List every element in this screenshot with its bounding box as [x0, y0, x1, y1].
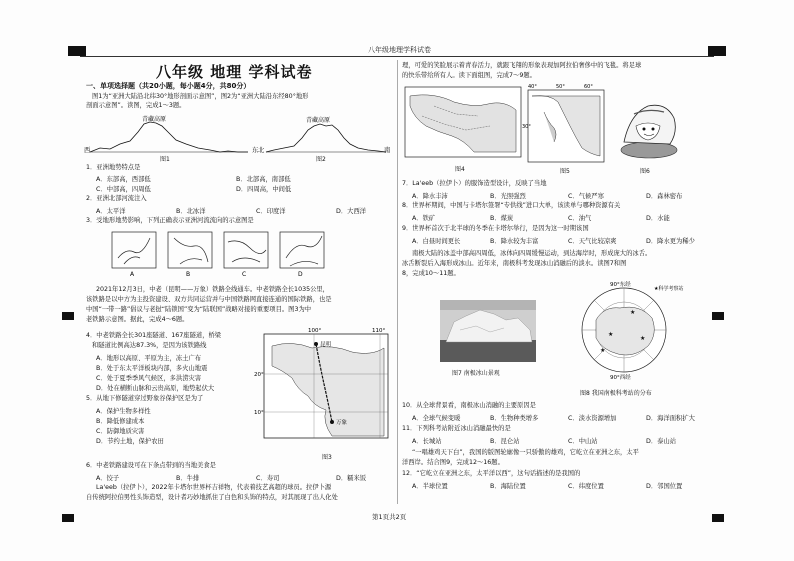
svg-text:★: ★ [600, 347, 606, 354]
fig8-caption: 图8 我国南极科考站的分布 [580, 390, 652, 397]
q11-option-b[interactable]: B．昆仑站 [490, 438, 520, 445]
passage-line: 2021年12月3日，中老（昆明——万象）铁路全线通车。中老铁路全长1035公里， [96, 286, 329, 293]
fig5-lat-30: 30° [522, 124, 531, 130]
question-1-stem: 1．亚洲地势特点是 [86, 164, 141, 171]
q1-option-d[interactable]: D．四周高，中间低 [236, 186, 292, 193]
q7-option-d[interactable]: D．森林密布 [646, 193, 683, 200]
question-4-stem: 和隧道比例高达87.3%，是因为该铁路线 [92, 342, 207, 349]
q5-option-d[interactable]: D．节约土地，保护农田 [96, 438, 164, 445]
q8-option-b[interactable]: B．煤炭 [490, 215, 514, 222]
registration-mark [68, 46, 86, 56]
q7-option-a[interactable]: A．降水丰沛 [412, 193, 448, 200]
question-11-stem: 11．下列科考站附近冰山消融最快的是 [402, 425, 511, 432]
q1-option-a[interactable]: A．东部高，西部低 [96, 176, 151, 183]
passage3-line: 8，完成10～11题。 [402, 270, 460, 277]
question-6-stem: 6．中老铁路建设可在下条点带到的当地美食是 [86, 462, 216, 469]
passage-line: 老铁路示意图。据此，完成4～6题。 [86, 316, 189, 323]
fig2-caption: 图2 [316, 156, 326, 163]
q12-option-a[interactable]: A．半球位置 [412, 483, 448, 490]
fig6-caption: 图6 [640, 168, 650, 175]
fig1-plateau-label: 青藏高原 [142, 116, 167, 123]
q2-option-a[interactable]: A．太平洋 [96, 208, 126, 215]
figure-8-polar-map [560, 280, 690, 380]
q11-option-a[interactable]: A．长城站 [412, 438, 442, 445]
q10-option-a[interactable]: A．全球气候变暖 [412, 415, 461, 422]
q3-label-d[interactable]: D [298, 271, 303, 278]
q10-option-d[interactable]: D．海洋面积扩大 [646, 415, 695, 422]
running-title: 八年级地理学科试卷 [368, 46, 431, 54]
fig5-lon-50: 50° [556, 84, 565, 90]
fig5-lon-40: 40° [528, 84, 537, 90]
q4-option-a[interactable]: A．地形以高原、平原为主，冻土广布 [96, 355, 202, 362]
q2-option-c[interactable]: C．印度洋 [256, 208, 286, 215]
passage4-line: “一唱雄鸡天下白”，我国的版图轮廓像一只骄傲的雄鸡，它屹立在亚洲之东，太平 [412, 449, 639, 456]
fig4-caption: 图4 [455, 166, 465, 173]
q9-option-a[interactable]: A．白昼时间更长 [412, 238, 461, 245]
question-7-stem: 7．La'eeb（拉伊卜）的服饰造型设计，反映了当地 [402, 180, 547, 187]
registration-mark [62, 514, 74, 522]
question-12-stem: 12．“它屹立在亚洲之东，太平洋以西”，这句话描述的是我国的 [402, 470, 581, 477]
svg-text:★: ★ [640, 335, 646, 342]
q6-option-a[interactable]: A．饺子 [96, 475, 120, 482]
q6-option-d[interactable]: D．糯米饭 [336, 475, 367, 482]
q12-option-d[interactable]: D．邻国位置 [646, 483, 683, 490]
section-heading: 一、单项选择题（共20小题，每小题4分，共80分） [86, 82, 251, 90]
q8-option-a[interactable]: A．铁矿 [412, 215, 436, 222]
exam-title: 八年级 地理 学科试卷 [156, 63, 313, 81]
column-divider [397, 60, 398, 504]
fig2-north-label: 北 [258, 147, 265, 154]
fig1-caption: 图1 [160, 156, 170, 163]
question-3-stem: 3．受地形地势影响，下列正确表示亚洲河流流向的示意图是 [86, 217, 254, 224]
passage3-line: 南极大陆的冰盖中部高四周低，冰体向四周缓慢运动，到达海岸时，形成庞大的冰舌。 [412, 250, 652, 257]
passage2-line: La'eeb（拉伊卜），2022年卡塔尔世界杯吉祥物，代表着技艺高超的球员。拉伊卜源 [96, 484, 332, 491]
header-rule [80, 56, 714, 57]
q2-option-b[interactable]: B．北冰洋 [176, 208, 206, 215]
figure-3-map [254, 326, 392, 448]
figure-7-iceberg-photo [440, 300, 536, 362]
fig5-caption: 图5 [560, 168, 570, 175]
passage-line: 中国“一带一路”倡议与老挝“陆锁国”变为“陆联国”战略对接的重要项目。图3为中 [86, 306, 312, 313]
fig3-lat-10: 10° [254, 410, 264, 416]
fig5-lon-60: 60° [584, 84, 593, 90]
q5-option-c[interactable]: C．防御地质灾害 [96, 428, 145, 435]
passage4-line: 洋西岸。结合图9，完成12～16题。 [402, 459, 504, 466]
fig3-lon-100: 100° [308, 328, 322, 334]
q5-option-a[interactable]: A．保护生物多样性 [96, 408, 151, 415]
question-4-stem: 4．中老铁路全长301座隧道、167座隧道，桥梁 [86, 332, 222, 339]
question-5-stem: 5．从地下修隧道穿过野象谷保护区是为了 [86, 395, 204, 402]
q10-option-b[interactable]: B．生物种类增多 [490, 415, 539, 422]
q2-option-d[interactable]: D．大西洋 [336, 208, 367, 215]
q3-label-b[interactable]: B [186, 271, 191, 278]
q11-option-c[interactable]: C．中山站 [568, 438, 598, 445]
registration-mark [62, 312, 74, 320]
q9-option-c[interactable]: C．天气比较凉爽 [568, 238, 617, 245]
fig1-west-label: 西 [84, 147, 91, 154]
q4-option-c[interactable]: C．处于夏季季风气候区，多洪涝灾害 [96, 375, 202, 382]
intro-line: 图1为“亚洲大陆沿北纬30°地形剖面示意图”，图2为“亚洲大陆沿东经80°地形 [92, 93, 309, 100]
fig3-place-vientiane: 万象 [336, 420, 348, 426]
page-footer: 第1页共2页 [372, 513, 407, 521]
q6-option-b[interactable]: B．牛排 [176, 475, 200, 482]
right-intro-line: 的快乐带给所有人。读下面组图，完成7～9题。 [402, 72, 536, 79]
q9-option-b[interactable]: B．降水较为丰富 [490, 238, 539, 245]
registration-mark [708, 46, 726, 56]
question-10-stem: 10．从全球背景看，南极冰山消融的主要原因是 [402, 402, 536, 409]
figure-2-profile [262, 114, 392, 160]
q1-option-c[interactable]: C．中部高，四周低 [96, 186, 151, 193]
fig3-lat-20: 20° [254, 372, 264, 378]
q8-option-d[interactable]: D．水能 [646, 215, 670, 222]
fig2-plateau-label: 青藏高原 [306, 117, 331, 124]
q7-option-c[interactable]: C．气候严寒 [568, 193, 604, 200]
fig7-caption: 图7 南极冰山景观 [452, 370, 500, 377]
fig3-lon-110: 110° [372, 328, 386, 334]
q4-option-b[interactable]: B．处于东太平洋板块内部，多火山地震 [96, 365, 208, 372]
svg-text:★: ★ [608, 331, 614, 338]
q7-option-b[interactable]: B．光照强烈 [490, 193, 526, 200]
q4-option-d[interactable]: D．处在横断山脉和云贵高原，地势起伏大 [96, 385, 215, 392]
q10-option-c[interactable]: C．淡水资源增加 [568, 415, 617, 422]
svg-text:★: ★ [630, 309, 636, 316]
fig3-place-kunming: 昆明 [320, 342, 332, 348]
registration-mark [712, 312, 724, 320]
right-intro-line: 理，可爱的笑脸展示着青春活力，就跟飞翔的形象表现加阿拉伯奢侈中的飞毯。将足球 [402, 62, 642, 69]
figure-5-map [524, 82, 606, 164]
q12-option-c[interactable]: C．纬度位置 [568, 483, 604, 490]
intro-line: 剖面示意图”。读图，完成1～3题。 [86, 102, 186, 109]
q11-option-d[interactable]: D．泰山站 [646, 438, 677, 445]
passage3-line: 冰舌断裂后入海形成冰山。近年来，南极科考发现冰山消融后的淡水。读图7和图 [402, 260, 627, 267]
fig1-east-label: 东 [252, 147, 259, 154]
q6-option-c[interactable]: C．寿司 [256, 475, 280, 482]
fig2-south-label: 南 [384, 147, 391, 154]
q8-option-c[interactable]: C．油气 [568, 215, 592, 222]
q1-option-b[interactable]: B．北部高，南部低 [236, 176, 291, 183]
figure-4-map [404, 86, 522, 158]
fig3-caption: 图3 [322, 454, 332, 461]
passage-line: 该铁路是以中方为主投资建设、双方共同运营并与中国铁路网直接连通的国际铁路，也是 [86, 296, 332, 303]
q3-label-c[interactable]: C [242, 271, 247, 278]
q9-option-d[interactable]: D．降水更为稀少 [646, 238, 695, 245]
question-8-stem: 8．世界杯期间，中国与卡塔尔签署“专供线”进口大单，该读单与哪种资源有关 [402, 202, 621, 209]
q3-river-diagrams [110, 228, 330, 278]
q3-label-a[interactable]: A [130, 271, 135, 278]
figure-6-mascot [614, 96, 684, 162]
passage2-line: 自传统阿拉伯男性头饰造型，设计者巧妙地抓住了白色和头饰的特点，对其展现了出人化处 [86, 494, 338, 501]
question-9-stem: 9．世界杯首次于北半球的冬季在卡塔尔举行，是因为这一时期该国 [402, 225, 589, 232]
fig8-legend: ★科学考察站 [654, 286, 684, 292]
registration-mark [712, 514, 724, 522]
q12-option-b[interactable]: B．海陆位置 [490, 483, 526, 490]
question-2-stem: 2．亚洲北部河流注入 [86, 195, 147, 202]
fig8-label-top: 90°东经 [610, 282, 631, 288]
fig8-label-bottom: 90°西经 [610, 375, 631, 381]
q5-option-b[interactable]: B．降低修建成本 [96, 418, 145, 425]
figure-1-profile [86, 114, 259, 160]
